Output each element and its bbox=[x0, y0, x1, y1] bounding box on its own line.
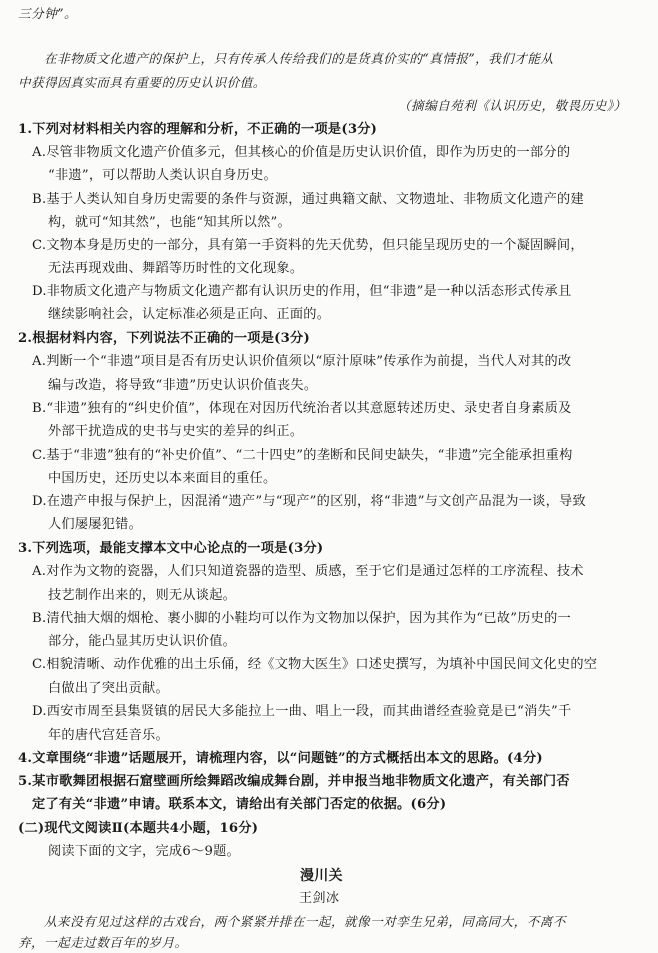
story-author: 王剑冰 bbox=[299, 891, 340, 906]
passage-line: 在非物质文化遗产的保护上，只有传承人传给我们的是货真价实的“真情报”，我们才能从 bbox=[44, 51, 554, 66]
q2-option-a: A.判断一个“非遗”项目是否有历史认识价值须以“原汁原味”传承作为前提，当代人对其的改 bbox=[32, 354, 572, 369]
passage-source: （摘编自苑利《认识历史，敬畏历史》） bbox=[398, 98, 627, 113]
q3-option-d: D.西安市周至县集贤镇的居民大多能拉上一曲、唱上一段，而其曲谱经查验竟是已“消失”千 bbox=[32, 704, 572, 719]
question-4-stem: 4.文章围绕“非遗”话题展开，请梳理内容，以“问题链”的方式概括出本文的思路。(4分) bbox=[18, 751, 543, 766]
q2-option-b: B.“非遗”独有的“纠史价值”，体现在对因历代统治者以其意愿转述历史、录史者自身素质及 bbox=[32, 401, 572, 416]
q3-option-c-cont: 白做出了突出贡献。 bbox=[48, 681, 169, 696]
q2-option-d-cont: 人们屡屡犯错。 bbox=[48, 517, 143, 532]
q2-option-c: C.基于“非遗”独有的“补史价值”、“二十四史”的垄断和民间史缺失，“非遗”完全能承担重构 bbox=[32, 448, 573, 463]
section-instruction: 阅读下面的文字，完成6～9题。 bbox=[48, 844, 240, 859]
story-title: 漫川关 bbox=[300, 868, 343, 884]
question-1-stem: 1.下列对材料相关内容的理解和分析，不正确的一项是(3分) bbox=[18, 122, 378, 137]
q3-option-a: A.对作为文物的瓷器，人们只知道瓷器的造型、质感，至于它们是通过怎样的工序流程、技术 bbox=[32, 564, 584, 579]
story-line: 弃，一起走过数百年的岁月。 bbox=[18, 935, 188, 950]
q1-option-d: D.非物质文化遗产与物质文化遗产都有认识历史的作用，但“非遗”是一种以活态形式传承且 bbox=[32, 284, 572, 299]
passage-line: 中获得因真实而具有重要的历史认识价值。 bbox=[18, 75, 266, 90]
passage-line: 三分钟”。 bbox=[18, 6, 78, 21]
question-5-stem: 5.某市歌舞团根据石窟壁画所绘舞蹈改编成舞台剧，并申报当地非物质文化遗产，有关部门否 bbox=[18, 774, 570, 789]
q3-option-b: B.清代抽大烟的烟枪、裹小脚的小鞋均可以作为文物加以保护，因为其作为“已故”历史的一 bbox=[32, 611, 571, 626]
q3-option-c: C.相貌清晰、动作优雅的出土乐俑，经《文物大医生》口述史撰写，为填补中国民间文化史的空 bbox=[32, 657, 598, 672]
q1-option-c-cont: 无法再现戏曲、舞蹈等历时性的文化现象。 bbox=[48, 261, 304, 276]
question-3-stem: 3.下列选项，最能支撑本文中心论点的一项是(3分) bbox=[18, 541, 324, 556]
q1-option-a-cont: “非遗”，可以帮助人类认识自身历史。 bbox=[48, 168, 277, 183]
q3-option-b-cont: 部分，能凸显其历史认识价值。 bbox=[48, 634, 237, 649]
q1-option-a: A.尽管非物质文化遗产价值多元，但其核心的价值是历史认识价值，即作为历史的一部分的 bbox=[32, 145, 571, 160]
q1-option-b: B.基于人类认知自身历史需要的条件与资源，通过典籍文献、文物遗址、非物质文化遗产的建 bbox=[32, 192, 584, 207]
q1-option-d-cont: 继续影响社会，认定标准必须是正向、正面的。 bbox=[48, 307, 331, 322]
question-5-stem-cont: 定了有关“非遗”申请。联系本文，请给出有关部门否定的依据。(6分) bbox=[32, 797, 447, 812]
q2-option-b-cont: 外部干扰造成的史书与史实的差异的纠正。 bbox=[48, 424, 304, 439]
q2-option-c-cont: 中国历史，还历史以本来面目的重任。 bbox=[48, 471, 277, 486]
q2-option-a-cont: 编与改造，将导致“非遗”历史认识价值丧失。 bbox=[48, 378, 318, 393]
section-heading: (二)现代文阅读Ⅱ(本题共4小题，16分) bbox=[18, 821, 259, 836]
question-2-stem: 2.根据材料内容，下列说法不正确的一项是(3分) bbox=[18, 331, 310, 346]
q1-option-b-cont: 构，就可“知其然”，也能“知其所以然”。 bbox=[48, 215, 291, 230]
q1-option-c: C.文物本身是历史的一部分，具有第一手资料的先天优势，但只能呈现历史的一个凝固瞬间， bbox=[32, 238, 584, 253]
q3-option-a-cont: 技艺制作出来的，则无从谈起。 bbox=[48, 588, 237, 603]
story-line: 从来没有见过这样的古戏台，两个紧紧并排在一起，就像一对孪生兄弟，同高同大，不离不 bbox=[44, 914, 566, 929]
q3-option-d-cont: 年的唐代宫廷音乐。 bbox=[48, 728, 169, 743]
q2-option-d: D.在遗产申报与保护上，因混淆“遗产”与“现产”的区别，将“非遗”与文创产品混为一谈，导致 bbox=[32, 494, 586, 509]
